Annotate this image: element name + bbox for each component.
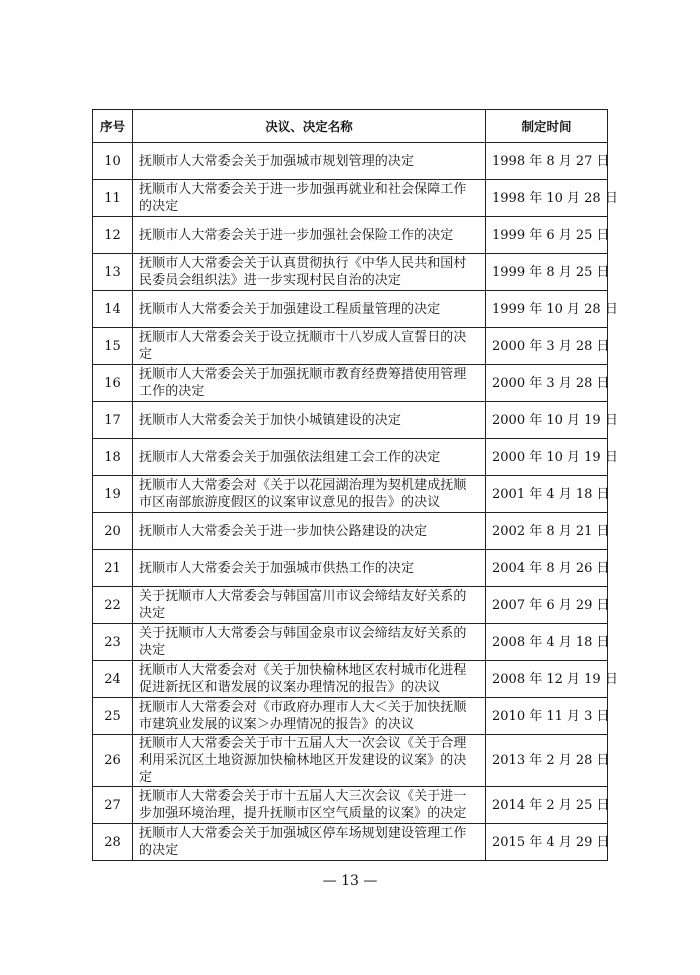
header-date: 制定时间 xyxy=(486,110,608,143)
row-seq: 11 xyxy=(93,180,133,217)
table-row xyxy=(93,476,608,513)
row-name: 关于抚顺市人大常委会与韩国富川市议会缔结友好关系的决定 xyxy=(133,587,486,624)
table-row xyxy=(93,824,608,861)
table-body xyxy=(93,143,618,861)
row-seq: 26 xyxy=(93,735,133,787)
table-row xyxy=(93,254,608,291)
row-seq: 16 xyxy=(93,365,133,402)
row-seq: 23 xyxy=(93,624,133,661)
row-date: 2014 年 2 月 25 日 xyxy=(486,787,608,824)
header-row xyxy=(93,110,608,143)
table-row xyxy=(93,550,608,587)
row-date: 2000 年 10 月 19 日 xyxy=(486,439,608,476)
table-row xyxy=(93,513,608,550)
row-name: 抚顺市人大常委会对《关于以花园湖治理为契机建成抚顺市区南部旅游度假区的议案审议意见的报告》的决议 xyxy=(133,476,486,513)
row-name: 抚顺市人大常委会关于加强城市规划管理的决定 xyxy=(133,143,486,180)
row-name: 抚顺市人大常委会关于进一步加强社会保险工作的决定 xyxy=(133,217,486,254)
row-date: 1998 年 10 月 28 日 xyxy=(486,180,608,217)
row-seq: 18 xyxy=(93,439,133,476)
row-date: 2000 年 10 月 19 日 xyxy=(486,402,608,439)
row-name: 抚顺市人大常委会关于进一步加快公路建设的决定 xyxy=(133,513,486,550)
row-name: 抚顺市人大常委会关于加强建设工程质量管理的决定 xyxy=(133,291,486,328)
row-seq: 28 xyxy=(93,824,133,861)
table-row xyxy=(93,291,608,328)
row-name: 抚顺市人大常委会关于加强城市供热工作的决定 xyxy=(133,550,486,587)
row-date: 2001 年 4 月 18 日 xyxy=(486,476,608,513)
row-name: 抚顺市人大常委会关于加快小城镇建设的决定 xyxy=(133,402,486,439)
row-seq: 19 xyxy=(93,476,133,513)
row-name: 抚顺市人大常委会关于加强城区停车场规划建设管理工作的决定 xyxy=(133,824,486,861)
table-row xyxy=(93,365,608,402)
row-date: 1999 年 6 月 25 日 xyxy=(486,217,608,254)
page-number: — 13 — xyxy=(322,873,378,889)
header-seq: 序号 xyxy=(93,110,133,143)
row-seq: 13 xyxy=(93,254,133,291)
row-name: 抚顺市人大常委会关于加强抚顺市教育经费筹措使用管理工作的决定 xyxy=(133,365,486,402)
row-name: 关于抚顺市人大常委会与韩国金泉市议会缔结友好关系的决定 xyxy=(133,624,486,661)
row-seq: 17 xyxy=(93,402,133,439)
row-date: 1999 年 10 月 28 日 xyxy=(486,291,608,328)
table-row xyxy=(93,328,608,365)
row-date: 2000 年 3 月 28 日 xyxy=(486,328,608,365)
row-date: 2008 年 12 月 19 日 xyxy=(486,661,608,698)
row-date: 1998 年 8 月 27 日 xyxy=(486,143,608,180)
row-seq: 22 xyxy=(93,587,133,624)
row-name: 抚顺市人大常委会关于加强依法组建工会工作的决定 xyxy=(133,439,486,476)
row-seq: 12 xyxy=(93,217,133,254)
table-row xyxy=(93,698,608,735)
row-name: 抚顺市人大常委会关于市十五届人大三次会议《关于进一步加强环境治理，提升抚顺市区空气质量的议案》的决定 xyxy=(133,787,486,824)
row-seq: 25 xyxy=(93,698,133,735)
row-name: 抚顺市人大常委会关于市十五届人大一次会议《关于合理利用采沉区土地资源加快榆林地区开发建设的议案》的决定 xyxy=(133,735,486,787)
table-row xyxy=(93,735,608,787)
table-row xyxy=(93,180,608,217)
row-seq: 24 xyxy=(93,661,133,698)
row-seq: 27 xyxy=(93,787,133,824)
row-name: 抚顺市人大常委会关于认真贯彻执行《中华人民共和国村民委员会组织法》进一步实现村民自治的决定 xyxy=(133,254,486,291)
row-date: 2013 年 2 月 28 日 xyxy=(486,735,608,787)
row-date: 1999 年 8 月 25 日 xyxy=(486,254,608,291)
row-date: 2010 年 11 月 3 日 xyxy=(486,698,608,735)
row-date: 2000 年 3 月 28 日 xyxy=(486,365,608,402)
row-date: 2002 年 8 月 21 日 xyxy=(486,513,608,550)
row-name: 抚顺市人大常委会关于设立抚顺市十八岁成人宣誓日的决定 xyxy=(133,328,486,365)
table-row xyxy=(93,402,608,439)
table-row xyxy=(93,217,608,254)
table-row xyxy=(93,587,608,624)
row-name: 抚顺市人大常委会关于进一步加强再就业和社会保障工作的决定 xyxy=(133,180,486,217)
row-date: 2008 年 4 月 18 日 xyxy=(486,624,608,661)
row-name: 抚顺市人大常委会对《关于加快榆林地区农村城市化进程促进新抚区和谐发展的议案办理情况的报告》的决议 xyxy=(133,661,486,698)
row-date: 2007 年 6 月 29 日 xyxy=(486,587,608,624)
header-name: 决议、决定名称 xyxy=(133,110,486,143)
row-seq: 10 xyxy=(93,143,133,180)
row-seq: 20 xyxy=(93,513,133,550)
table-row xyxy=(93,661,608,698)
table-row xyxy=(93,787,608,824)
table-row xyxy=(93,143,608,180)
table-row xyxy=(93,439,608,476)
row-seq: 21 xyxy=(93,550,133,587)
resolutions-table xyxy=(92,109,618,861)
table-row xyxy=(93,624,608,661)
row-seq: 14 xyxy=(93,291,133,328)
table-header xyxy=(93,110,608,143)
row-date: 2015 年 4 月 29 日 xyxy=(486,824,608,861)
row-name: 抚顺市人大常委会对《市政府办理市人大＜关于加快抚顺市建筑业发展的议案＞办理情况的报告》的决议 xyxy=(133,698,486,735)
row-date: 2004 年 8 月 26 日 xyxy=(486,550,608,587)
row-seq: 15 xyxy=(93,328,133,365)
